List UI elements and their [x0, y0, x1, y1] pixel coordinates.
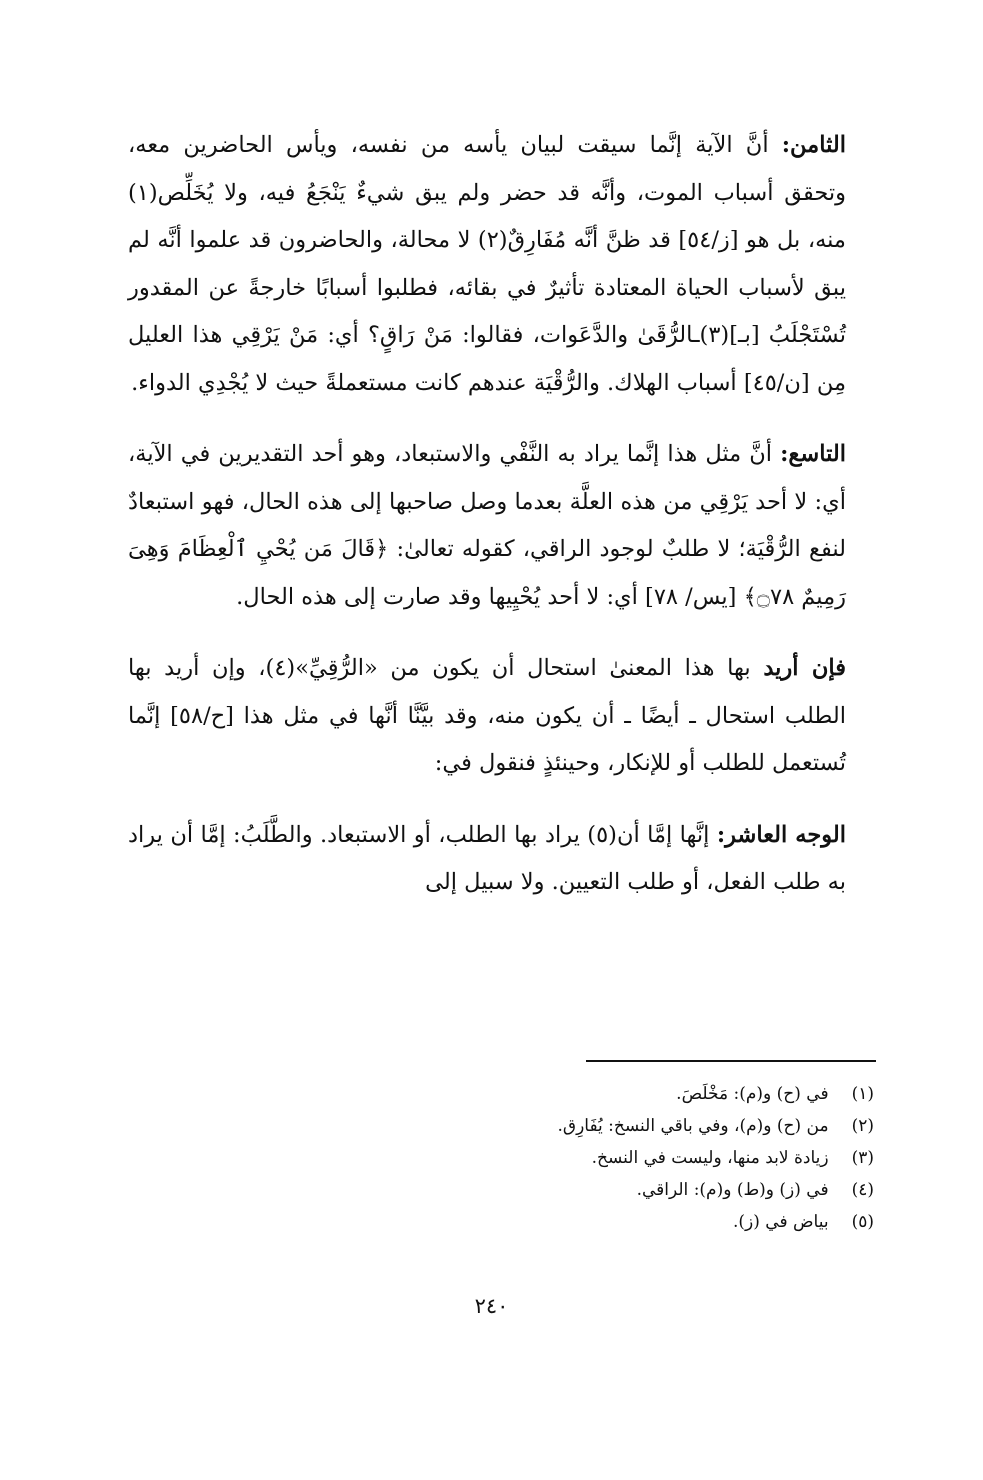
paragraph-lead: الثامن: — [781, 132, 846, 158]
footnote-text: في (ز) و(ط) و(م): الراقي. — [636, 1180, 829, 1200]
paragraph-text: بها هذا المعنىٰ استحال أن يكون من «الرُّقِيِّ»(٤)، وإن أريد بها الطلب استحال ـ أيضًا ـ أن يكون منه، وقد بيَّنَّا أنَّها في مثل هذا [ح/٥٨] إنَّما تُستعمل للطلب أو للإنكار، وحينئذٍ فنقول في: — [128, 655, 846, 776]
page-number: ٢٤٠ — [474, 1294, 509, 1318]
footnote-text: في (ح) و(م): مَخْلَصَ. — [676, 1084, 829, 1104]
footnote-separator — [586, 1060, 876, 1062]
footnote-item — [128, 1110, 874, 1142]
paragraph-tenth — [128, 812, 846, 907]
paragraph-text: أنَّ الآية إنَّما سيقت لبيان يأسه من نفسه، ويأس الحاضرين معه، وتحقق أسباب الموت، وأنَّه قد حضر ولم يبق شيءٌ يَنْجَعُ فيه، ولا يُخَلِّص(١) منه، بل هو [ز/٥٤] قد ظنَّ أنَّه مُفَارِقٌ(٢) لا محالة، والحاضرون قد علموا أنَّه لم يبق لأسباب الحياة المعتادة تأثيرٌ في بقائه، فطلبوا أسبابًا خارجةً عن المقدور تُسْتَجْلَبُ [بـ](٣)ـالرُّقَىٰ والدَّعَوات، فقالوا: مَنْ رَاقٍ؟ أي: مَنْ يَرْقِي هذا العليل مِن [ن/٤٥] أسباب الهلاك. والرُّقْيَة عندهم كانت مستعملةً حيث لا يُجْدِي الدواء. — [128, 132, 847, 396]
footnote-number: (٣) — [851, 1148, 874, 1168]
footnote-number: (٥) — [851, 1212, 874, 1232]
paragraph-if-intended — [128, 645, 846, 788]
paragraph-text: إنَّها إمَّا أن(٥) يراد بها الطلب، أو الاستبعاد. والطَّلَبُ: إمَّا أن يراد به طلب الفعل، أو طلب التعيين. ولا سبيل إلى — [128, 821, 846, 895]
footnote-item — [128, 1206, 874, 1238]
paragraph-lead: الوجه العاشر: — [716, 821, 846, 848]
footnote-item — [128, 1174, 874, 1206]
main-text-body — [128, 122, 846, 931]
paragraph-eighth — [128, 122, 846, 407]
paragraph-lead: فإن أريد — [763, 655, 846, 681]
footnote-number: (٤) — [851, 1180, 874, 1200]
footnotes-list — [128, 1078, 874, 1238]
footnote-item — [128, 1078, 874, 1110]
footnote-item — [128, 1142, 874, 1174]
footnote-text: من (ح) و(م)، وفي باقي النسخ: يُفَارِق. — [557, 1116, 829, 1136]
footnote-number: (١) — [851, 1084, 874, 1104]
paragraph-text: أنَّ مثل هذا إنَّما يراد به النَّفْي والاستبعاد، وهو أحد التقديرين في الآية، أي: لا أحد يَرْقِي من هذه العلَّة بعدما وصل صاحبها إلى هذه الحال، فهو استبعادٌ لنفع الرُّقْيَة؛ لا طلبٌ لوجود الراقي، كقوله تعالىٰ: ﴿قَالَ مَن يُحْيِ ٱلْعِظَامَ وَهِىَ رَمِيمٌ ۝٧٨﴾ [يس/ ٧٨] أي: لا أحد يُحْيِيها وقد صارت إلى هذه الحال. — [128, 441, 846, 610]
footnote-text: بياض في (ز). — [733, 1212, 829, 1232]
footnote-text: زيادة لابد منها، وليست في النسخ. — [591, 1148, 829, 1168]
footnote-number: (٢) — [851, 1116, 874, 1136]
paragraph-ninth — [128, 431, 846, 621]
paragraph-lead: التاسع: — [780, 441, 846, 467]
